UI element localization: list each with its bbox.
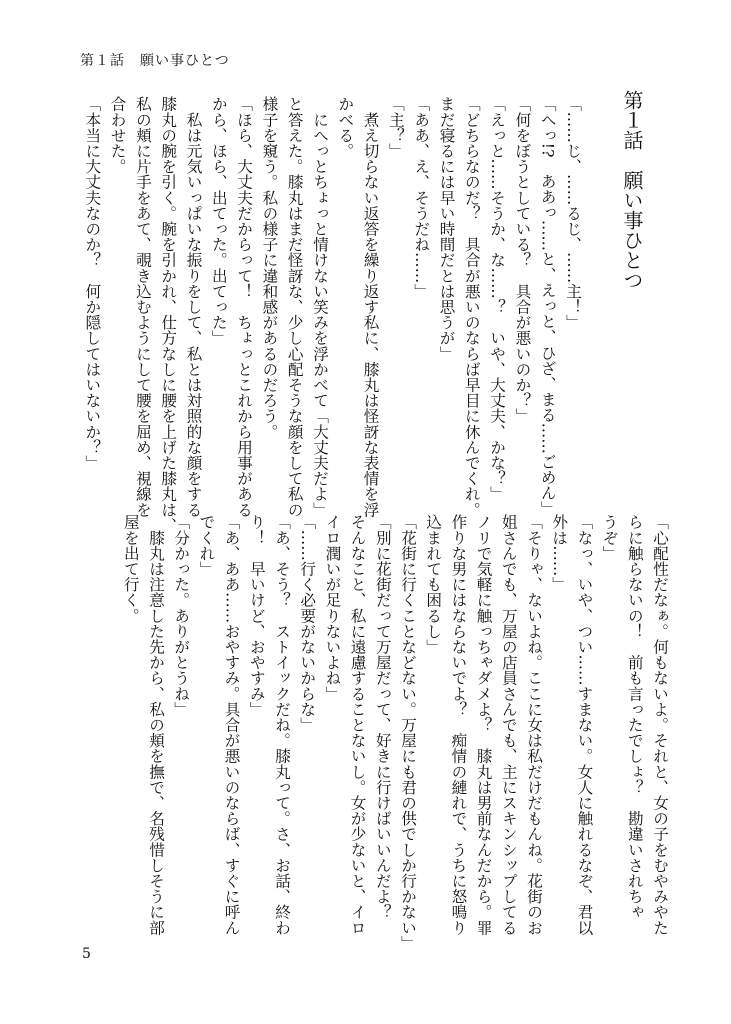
text-column: イロ潤いが足りないよね」 bbox=[323, 514, 342, 702]
text-column: うぞ」 bbox=[600, 514, 619, 561]
running-header: 第１話 願い事ひとつ bbox=[80, 53, 230, 69]
text-column: にへっとちょっと情けない笑みを浮かべて「大丈夫だよ」 bbox=[311, 96, 329, 518]
text-column: 「ほら、大丈夫だからって！ ちょっとこれから用事がある bbox=[235, 96, 254, 518]
text-column: と答えた。膝丸はまだ怪訝な、少し心配そうな顔をして私の bbox=[285, 96, 304, 518]
text-column: 「主？」 bbox=[386, 96, 405, 159]
text-column: 私は元気いっぱいな振りをして、私とは対照的な顔をする bbox=[184, 96, 203, 518]
text-column: 膝丸の腕を引く。腕を引かれ、仕方なしに腰を上げた膝丸は、 bbox=[159, 96, 178, 533]
text-column: そんなこと、私に遠慮することないし。女が少ないと、イロ bbox=[348, 514, 367, 936]
text-column: から、ほら、出てった。出てった」 bbox=[209, 96, 228, 346]
text-column: かべる。 bbox=[336, 96, 355, 159]
text-column: 私の頬に片手をあて、覗き込むようにして腰を屈め、視線を bbox=[133, 96, 152, 518]
page-number: 5 bbox=[82, 946, 91, 962]
text-column: まだ寝るには早い時間だとは思うが」 bbox=[437, 96, 456, 362]
text-column: 「あ、ああ……おやすみ。具合が悪いのならば、すぐに呼ん bbox=[222, 514, 241, 936]
text-column: 煮え切らない返答を繰り返す私に、膝丸は怪訝な表情を浮 bbox=[361, 96, 380, 518]
text-column: 「えっと……そうか、な……？ いや、大丈夫、かな？」 bbox=[488, 96, 507, 502]
chapter-title: 第１話 願い事ひとつ bbox=[620, 90, 644, 290]
text-column: り！ 早いけど、おやすみ」 bbox=[247, 514, 266, 717]
text-column: 「なっ、いや、つい……すまない。女人に触れるなぞ、君以 bbox=[575, 514, 594, 936]
text-column: でくれ」 bbox=[197, 514, 216, 577]
text-column: 姐さんでも、万屋の店員さんでも、主にスキンシップしてる bbox=[499, 514, 518, 936]
text-column: 合わせた。 bbox=[108, 96, 127, 174]
text-column: 様子を窺う。私の様子に違和感があるのだろう。 bbox=[260, 96, 279, 440]
text-column: 「別に花街だって万屋だって、好きに行けばいいんだよ？ bbox=[373, 514, 392, 920]
text-column: 屋を出て行く。 bbox=[121, 514, 140, 624]
text-column: 「ああ、え、そうだね……」 bbox=[412, 96, 431, 299]
text-column: 「心配性だなぁ。何もないよ。それと、女の子をむやみやた bbox=[651, 514, 669, 936]
text-column: 「へっ!? ああっ……と、えっと、ひざ、まる……ごめん」 bbox=[538, 96, 557, 517]
text-column: 「……じ、……るじ、……主！」 bbox=[564, 96, 582, 330]
text-column: 「何をぼうとしている？ 具合が悪いのか？」 bbox=[513, 96, 532, 424]
text-column: 「分かった。ありがとうね」 bbox=[172, 514, 191, 717]
text-column: 「本当に大丈夫なのか？ 何か隠してはいないか？」 bbox=[83, 96, 102, 471]
text-column: 「そりゃ、ないよね。ここに女は私だけだもんね。花街のお bbox=[525, 514, 543, 936]
text-column: 膝丸は注意した先から、私の頬を撫で、名残惜しそうに部 bbox=[147, 514, 165, 936]
text-column: 「あ、そう？ ストイックだね。膝丸って。さ、お話、終わ bbox=[273, 514, 291, 936]
text-column: 「花街に行くことなどない。万屋にも君の供でしか行かない」 bbox=[399, 514, 417, 951]
text-column: 作りな男にはならないでよ？ 痴情の縺れで、うちに怒鳴り bbox=[449, 514, 468, 936]
text-column: らに触らないの！ 前も言ったでしょ？ 勘違いされちゃ bbox=[625, 514, 644, 920]
text-column: ノリで気軽に触っちゃダメよ？ 膝丸は男前なんだから。罪 bbox=[474, 514, 493, 936]
text-column: 「……行く必要がないからな」 bbox=[298, 514, 317, 733]
text-column: 外は……」 bbox=[550, 514, 569, 592]
text-column: 「どちらなのだ？ 具合が悪いのならば早目に休んでくれ。 bbox=[462, 96, 481, 518]
text-column: 込まれても困るし」 bbox=[424, 514, 443, 655]
